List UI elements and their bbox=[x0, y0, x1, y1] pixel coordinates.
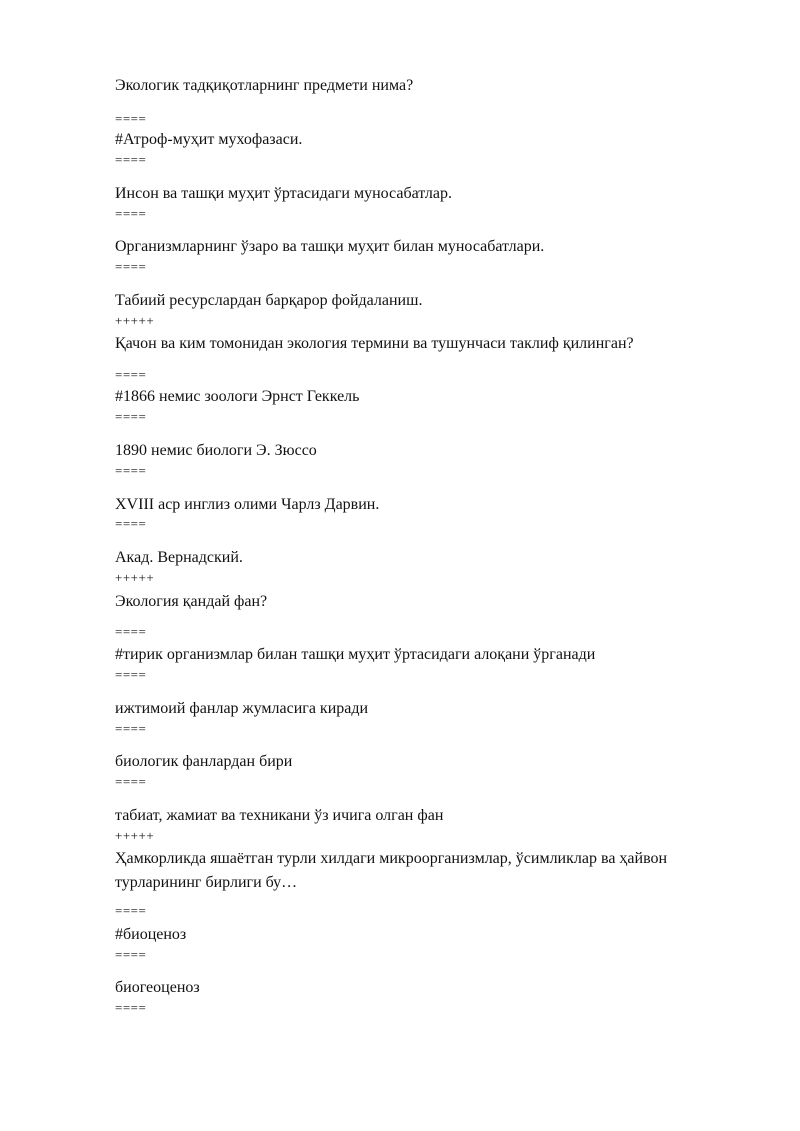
answer-separator: ==== bbox=[115, 259, 147, 274]
answer-separator: ==== bbox=[115, 947, 147, 962]
question-2: Қачон ва ким томонидан экология термини ва тушунчаси таклиф қилинган? bbox=[115, 335, 634, 352]
answer-2-4: Акад. Вернадский. bbox=[115, 549, 243, 566]
question-1: Экологик тадқиқотларнинг предмети нима? bbox=[115, 77, 414, 94]
answer-4-1: #биоценоз bbox=[115, 926, 187, 943]
question-separator: +++++ bbox=[115, 828, 155, 843]
answer-separator: ==== bbox=[115, 1000, 147, 1015]
question-3: Экология қандай фан? bbox=[115, 593, 268, 610]
answer-separator: ==== bbox=[115, 624, 147, 639]
question-4: Ҳамкорликда яшаётган турли хилдаги микроорганизмлар, ўсимликлар ва ҳайвон турларининг бирлиги бу… bbox=[115, 850, 668, 891]
answer-separator: ==== bbox=[115, 111, 147, 126]
answer-2-2: 1890 немис биологи Э. Зюссо bbox=[115, 442, 317, 459]
question-separator: +++++ bbox=[115, 570, 155, 585]
answer-separator: ==== bbox=[115, 516, 147, 531]
answer-separator: ==== bbox=[115, 774, 147, 789]
answer-separator: ==== bbox=[115, 721, 147, 736]
answer-4-2: биогеоценоз bbox=[115, 979, 200, 996]
answer-3-3: биологик фанлардан бири bbox=[115, 753, 293, 770]
answer-separator: ==== bbox=[115, 667, 147, 682]
answer-2-3: XVIII аср инглиз олими Чарлз Дарвин. bbox=[115, 496, 380, 513]
answer-1-1: #Атроф-муҳит мухофазаси. bbox=[115, 131, 303, 148]
answer-separator: ==== bbox=[115, 152, 147, 167]
answer-separator: ==== bbox=[115, 206, 147, 221]
answer-separator: ==== bbox=[115, 409, 147, 424]
answer-3-4: табиат, жамиат ва техникани ўз ичига олган фан bbox=[115, 807, 444, 824]
answer-1-2: Инсон ва ташқи муҳит ўртасидаги муносабатлар. bbox=[115, 185, 452, 202]
answer-1-4: Табиий ресурслардан барқарор фойдаланиш. bbox=[115, 292, 423, 309]
answer-separator: ==== bbox=[115, 463, 147, 478]
answer-1-3: Организмларнинг ўзаро ва ташқи муҳит билан муносабатлари. bbox=[115, 238, 545, 255]
answer-2-1: #1866 немис зоологи Эрнст Геккель bbox=[115, 388, 360, 405]
answer-separator: ==== bbox=[115, 367, 147, 382]
answer-3-2: ижтимоий фанлар жумласига киради bbox=[115, 700, 369, 717]
question-separator: +++++ bbox=[115, 313, 155, 328]
answer-separator: ==== bbox=[115, 903, 147, 918]
answer-3-1: #тирик организмлар билан ташқи муҳит ўртасидаги алоқани ўрганади bbox=[115, 646, 596, 663]
